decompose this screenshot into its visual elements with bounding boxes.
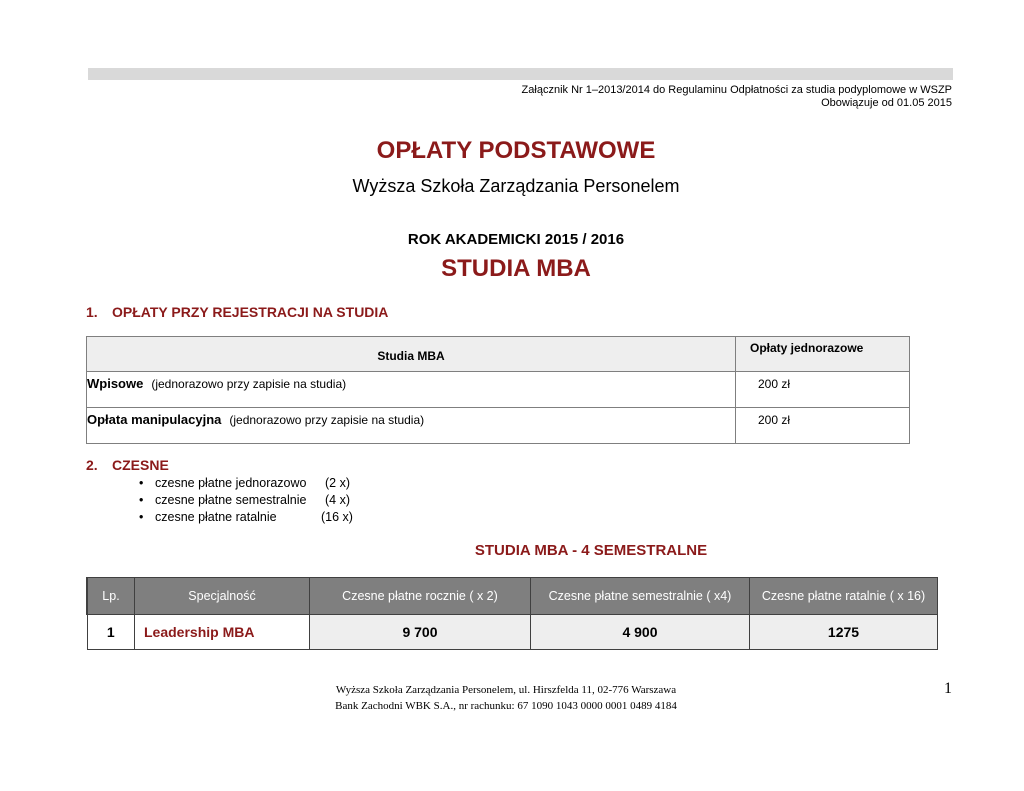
semester-fee: 4 900	[531, 615, 750, 650]
header-cell: Czesne płatne rocznie ( x 2)	[310, 578, 531, 615]
fee-note: (jednorazowo przy zapisie na studia)	[151, 377, 347, 391]
option-text: czesne płatne jednorazowo	[155, 476, 307, 490]
section-number: 1.	[86, 304, 98, 320]
header-bar	[88, 68, 953, 80]
option-text: czesne płatne semestralnie	[155, 493, 307, 507]
school-name: Wyższa Szkoła Zarządzania Personelem	[352, 176, 680, 196]
table-header-row	[87, 578, 938, 615]
program-title: STUDIA MBA	[441, 255, 591, 282]
tuition-options-list	[137, 475, 353, 526]
table-row	[87, 408, 910, 444]
footer-address: Wyższa Szkoła Zarządzania Personelem, ul. Hirszfelda 11, 02-776 Warszawa	[335, 684, 677, 696]
option-count: (16 x)	[321, 510, 353, 524]
list-item	[137, 509, 353, 526]
option-count: (4 x)	[325, 493, 350, 507]
option-count: (2 x)	[325, 476, 350, 490]
page-title: OPŁATY PODSTAWOWE	[376, 137, 656, 164]
fee-amount: 200 zł	[736, 408, 910, 444]
table-header-row	[87, 337, 910, 372]
option-text: czesne płatne ratalnie	[155, 510, 277, 524]
header-cell: Czesne płatne semestralnie ( x4)	[531, 578, 750, 615]
section-tuition-heading	[86, 457, 169, 473]
row-number: 1	[87, 615, 135, 650]
fee-label-cell	[87, 408, 736, 444]
page-number: 1	[944, 680, 952, 697]
fee-label: Wpisowe	[87, 376, 144, 391]
table-row	[87, 615, 938, 650]
header-cell: Opłaty jednorazowe	[736, 337, 910, 372]
section-registration-heading	[86, 304, 388, 320]
valid-from-note: Obowiązuje od 01.05 2015	[821, 97, 952, 109]
section-title: OPŁATY PRZY REJESTRACJI NA STUDIA	[112, 304, 389, 320]
installment-fee: 1275	[750, 615, 938, 650]
header-cell: Studia MBA	[87, 337, 736, 372]
annex-note: Załącznik Nr 1–2013/2014 do Regulaminu Odpłatności za studia podyplomowe w WSZP	[521, 84, 952, 96]
fee-note: (jednorazowo przy zapisie na studia)	[229, 413, 425, 427]
fee-label-cell	[87, 372, 736, 408]
annual-fee: 9 700	[310, 615, 531, 650]
section-number: 2.	[86, 457, 98, 473]
section-title: CZESNE	[112, 457, 169, 473]
list-item	[137, 475, 353, 492]
academic-year: ROK AKADEMICKI 2015 / 2016	[407, 231, 625, 248]
registration-fees-table	[86, 336, 910, 444]
table-row	[87, 372, 910, 408]
header-cell: Lp.	[87, 578, 135, 615]
specialty-name: Leadership MBA	[135, 615, 310, 650]
tuition-table	[86, 577, 938, 650]
list-item	[137, 492, 353, 509]
program-variant-title: STUDIA MBA - 4 SEMESTRALNE	[474, 542, 708, 559]
footer-bank-account: Bank Zachodni WBK S.A., nr rachunku: 67 1090 1043 0000 0001 0489 4184	[335, 700, 677, 712]
fee-label: Opłata manipulacyjna	[87, 412, 222, 427]
fee-amount: 200 zł	[736, 372, 910, 408]
header-cell: Czesne płatne ratalnie ( x 16)	[750, 578, 938, 615]
header-cell: Specjalność	[135, 578, 310, 615]
